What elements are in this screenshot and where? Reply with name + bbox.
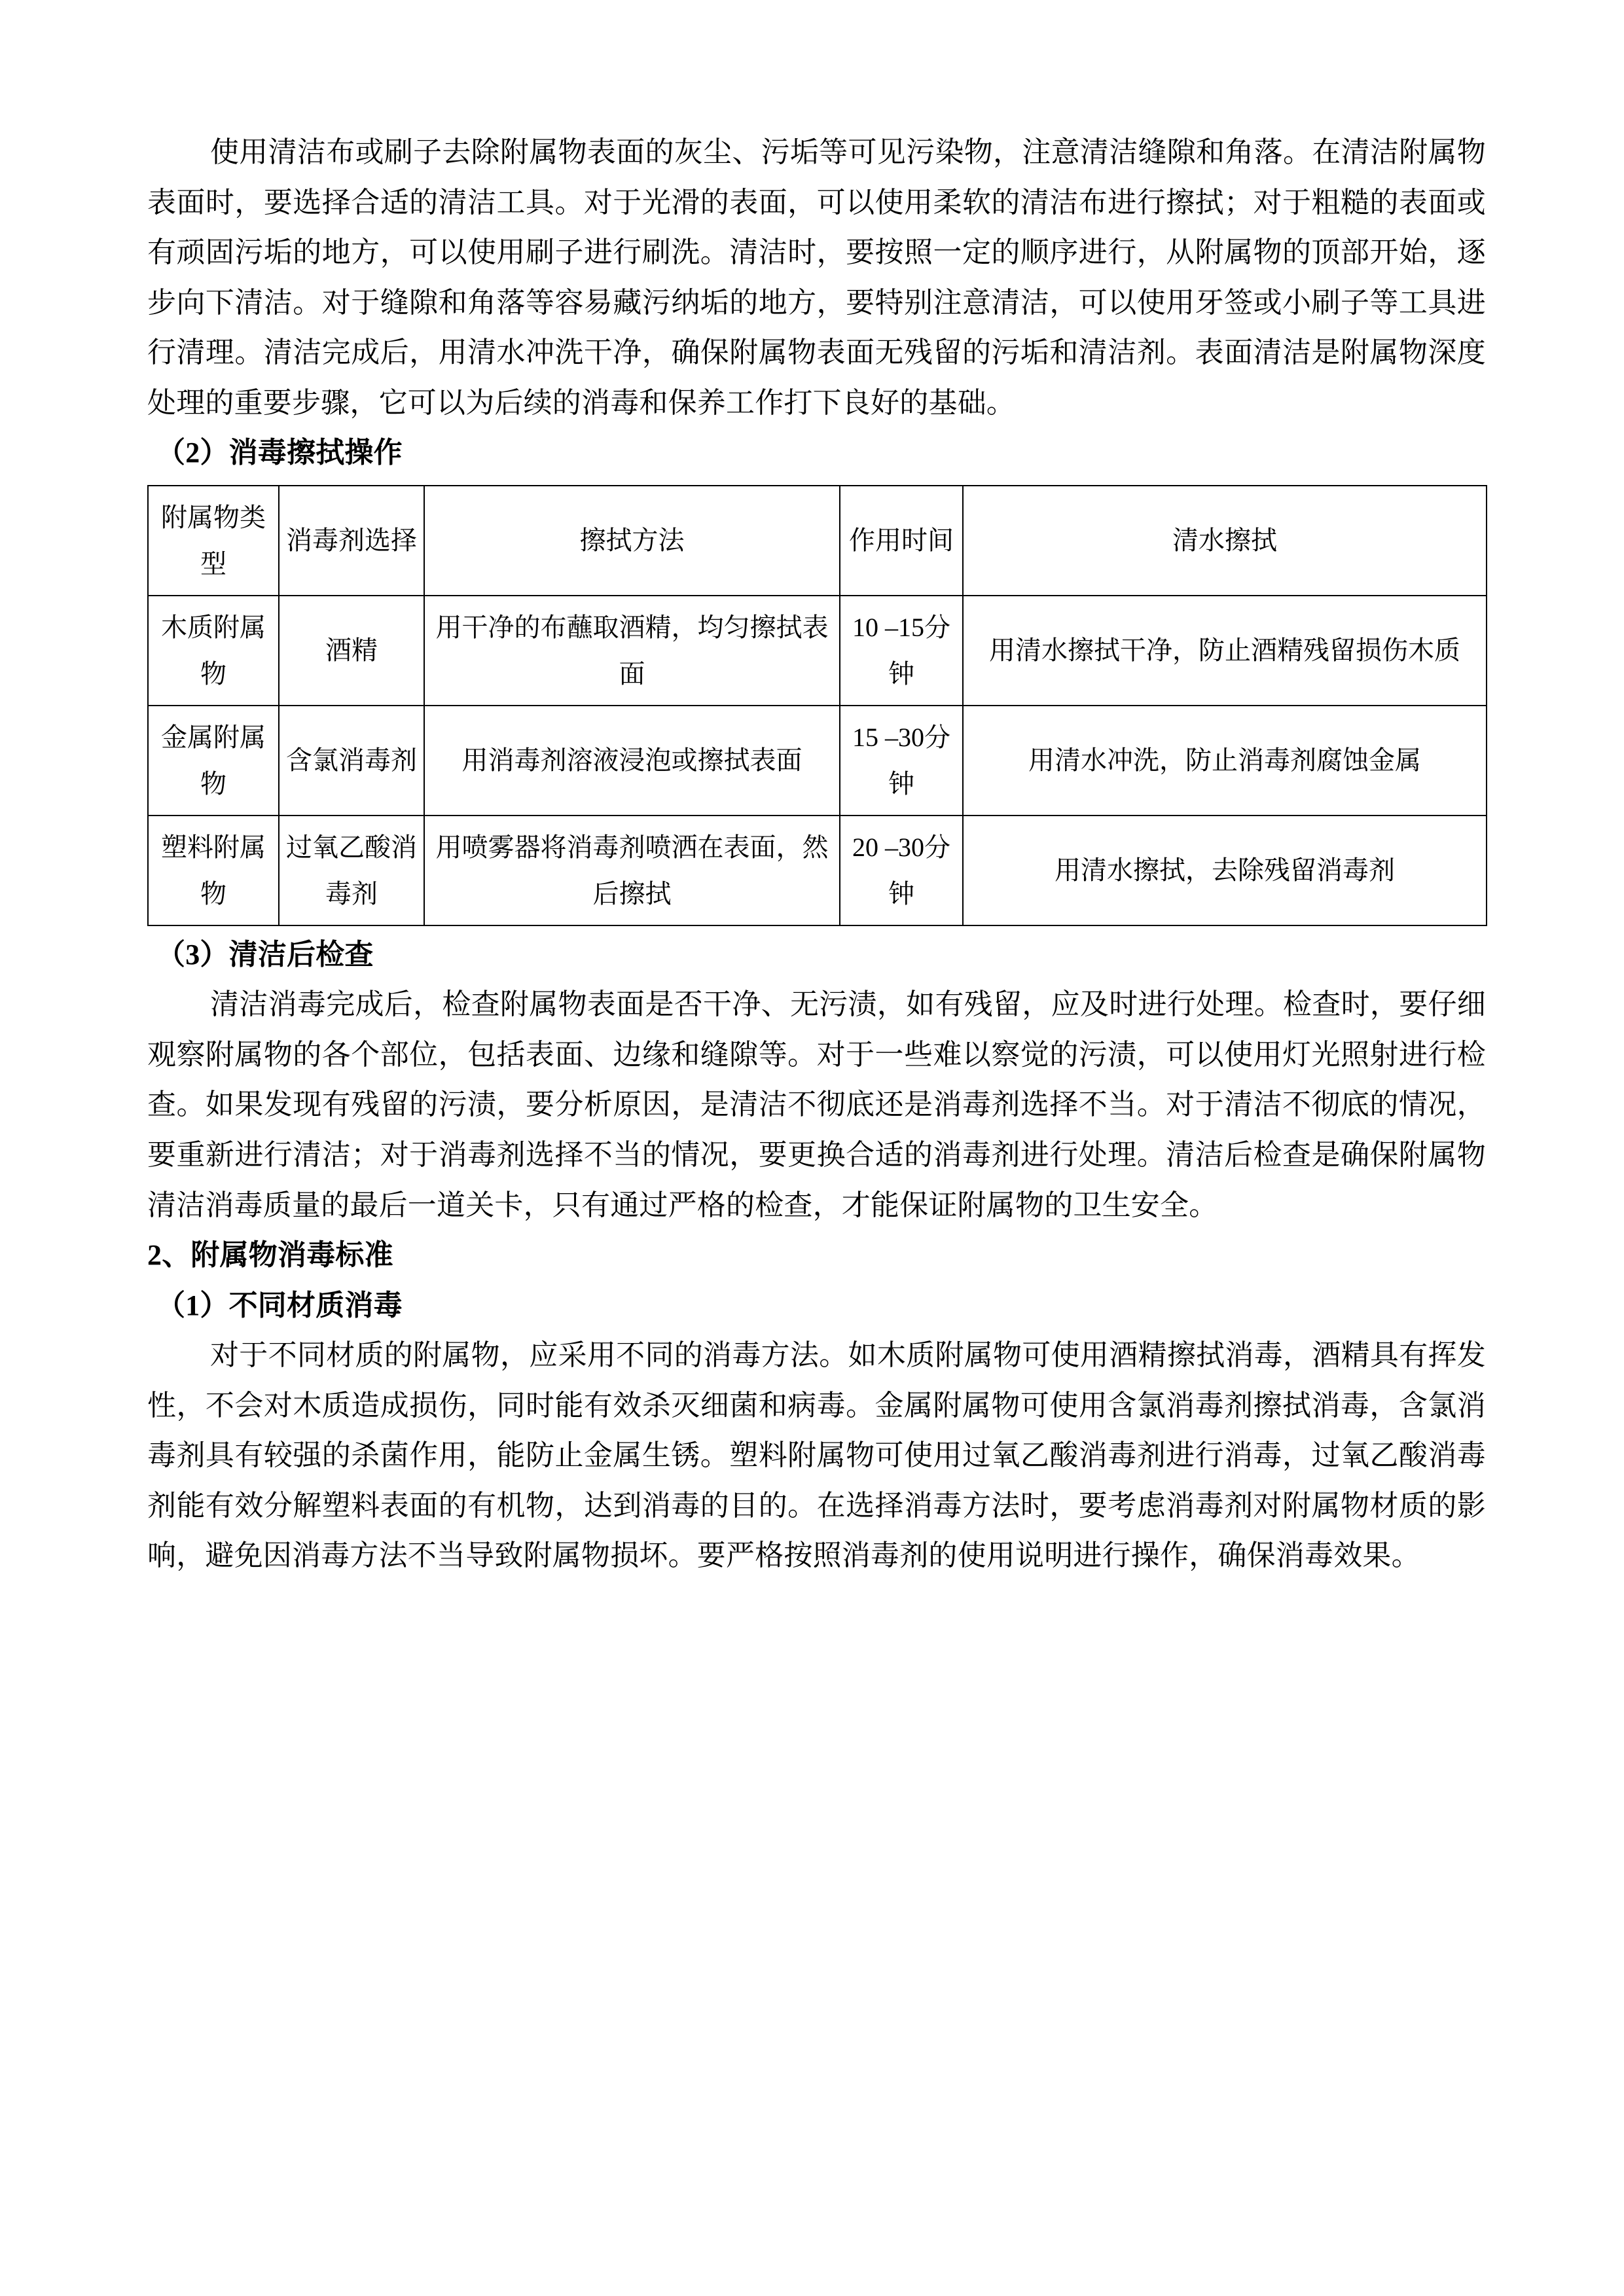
- table-cell-method: 用干净的布蘸取酒精，均匀擦拭表面: [424, 596, 840, 706]
- table-cell-type: 塑料附属物: [148, 816, 279, 925]
- paragraph-different-materials-disinfection: 对于不同材质的附属物，应采用不同的消毒方法。如木质附属物可使用酒精擦拭消毒，酒精具有挥发性，不会对木质造成损伤，同时能有效杀灭细菌和病毒。金属附属物可使用含氯消毒剂擦拭消毒，含氯消毒剂具有较强的杀菌作用，能防止金属生锈。塑料附属物可使用过氧乙酸消毒剂进行消毒，过氧乙酸消毒剂能有效分解塑料表面的有机物，达到消毒的目的。在选择消毒方法时，要考虑消毒剂对附属物材质的影响，避免因消毒方法不当导致附属物损坏。要严格按照消毒剂的使用说明进行操作，确保消毒效果。: [147, 1339, 1486, 1572]
- table-cell-rinse: 用清水冲洗，防止消毒剂腐蚀金属: [963, 706, 1487, 816]
- heading-section-disinfection-standards: 2、附属物消毒标准: [147, 1239, 393, 1272]
- table-cell-rinse: 用清水擦拭干净，防止酒精残留损伤木质: [963, 596, 1487, 706]
- paragraph-surface-cleaning: 使用清洁布或刷子去除附属物表面的灰尘、污垢等可见污染物，注意清洁缝隙和角落。在清洁附属物表面时，要选择合适的清洁工具。对于光滑的表面，可以使用柔软的清洁布进行擦拭；对于粗糙的表面或有顽固污垢的地方，可以使用刷子进行刷洗。清洁时，要按照一定的顺序进行，从附属物的顶部开始，逐步向下清洁。对于缝隙和角落等容易藏污纳垢的地方，要特别注意清洁，可以使用牙签或小刷子等工具进行清理。清洁完成后，用清水冲洗干净，确保附属物表面无残留的污垢和清洁剂。表面清洁是附属物深度处理的重要步骤，它可以为后续的消毒和保养工作打下良好的基础。: [147, 136, 1486, 419]
- table-cell-rinse: 用清水擦拭，去除残留消毒剂: [963, 816, 1487, 925]
- paragraph-post-cleaning-inspection: 清洁消毒完成后，检查附属物表面是否干净、无污渍，如有残留，应及时进行处理。检查时，要仔细观察附属物的各个部位，包括表面、边缘和缝隙等。对于一些难以察觉的污渍，可以使用灯光照射进行检查。如果发现有残留的污渍，要分析原因，是清洁不彻底还是消毒剂选择不当。对于清洁不彻底的情况，要重新进行清洁；对于消毒剂选择不当的情况，要更换合适的消毒剂进行处理。清洁后检查是确保附属物清洁消毒质量的最后一道关卡，只有通过严格的检查，才能保证附属物的卫生安全。: [147, 988, 1486, 1221]
- table-cell-time: 20 –30分钟: [840, 816, 963, 925]
- table-cell-agent: 过氧乙酸消毒剂: [279, 816, 424, 925]
- table-cell-type: 金属附属物: [148, 706, 279, 816]
- table-cell-method: 用喷雾器将消毒剂喷洒在表面，然后擦拭: [424, 816, 840, 925]
- heading-post-cleaning-inspection: （3）清洁后检查: [156, 938, 374, 971]
- table-cell-type: 木质附属物: [148, 596, 279, 706]
- table-cell-method: 用消毒剂溶液浸泡或擦拭表面: [424, 706, 840, 816]
- table-row: [148, 596, 1487, 706]
- table-row: [148, 706, 1487, 816]
- table-header-cell-method: 擦拭方法: [424, 486, 840, 596]
- table-cell-time: 10 –15分钟: [840, 596, 963, 706]
- table-header-cell-type: 附属物类型: [148, 486, 279, 596]
- table-header-cell-rinse: 清水擦拭: [963, 486, 1487, 596]
- document-body: [147, 128, 1486, 1581]
- table-header-row: [148, 486, 1487, 596]
- table-row: [148, 816, 1487, 925]
- table-cell-agent: 酒精: [279, 596, 424, 706]
- table-cell-time: 15 –30分钟: [840, 706, 963, 816]
- table-header-cell-time: 作用时间: [840, 486, 963, 596]
- heading-different-materials-disinfection: （1）不同材质消毒: [156, 1289, 403, 1321]
- heading-disinfect-wipe-operation: （2）消毒擦拭操作: [156, 437, 403, 469]
- table-header-cell-agent: 消毒剂选择: [279, 486, 424, 596]
- disinfection-standards-table: [147, 485, 1487, 926]
- table-cell-agent: 含氯消毒剂: [279, 706, 424, 816]
